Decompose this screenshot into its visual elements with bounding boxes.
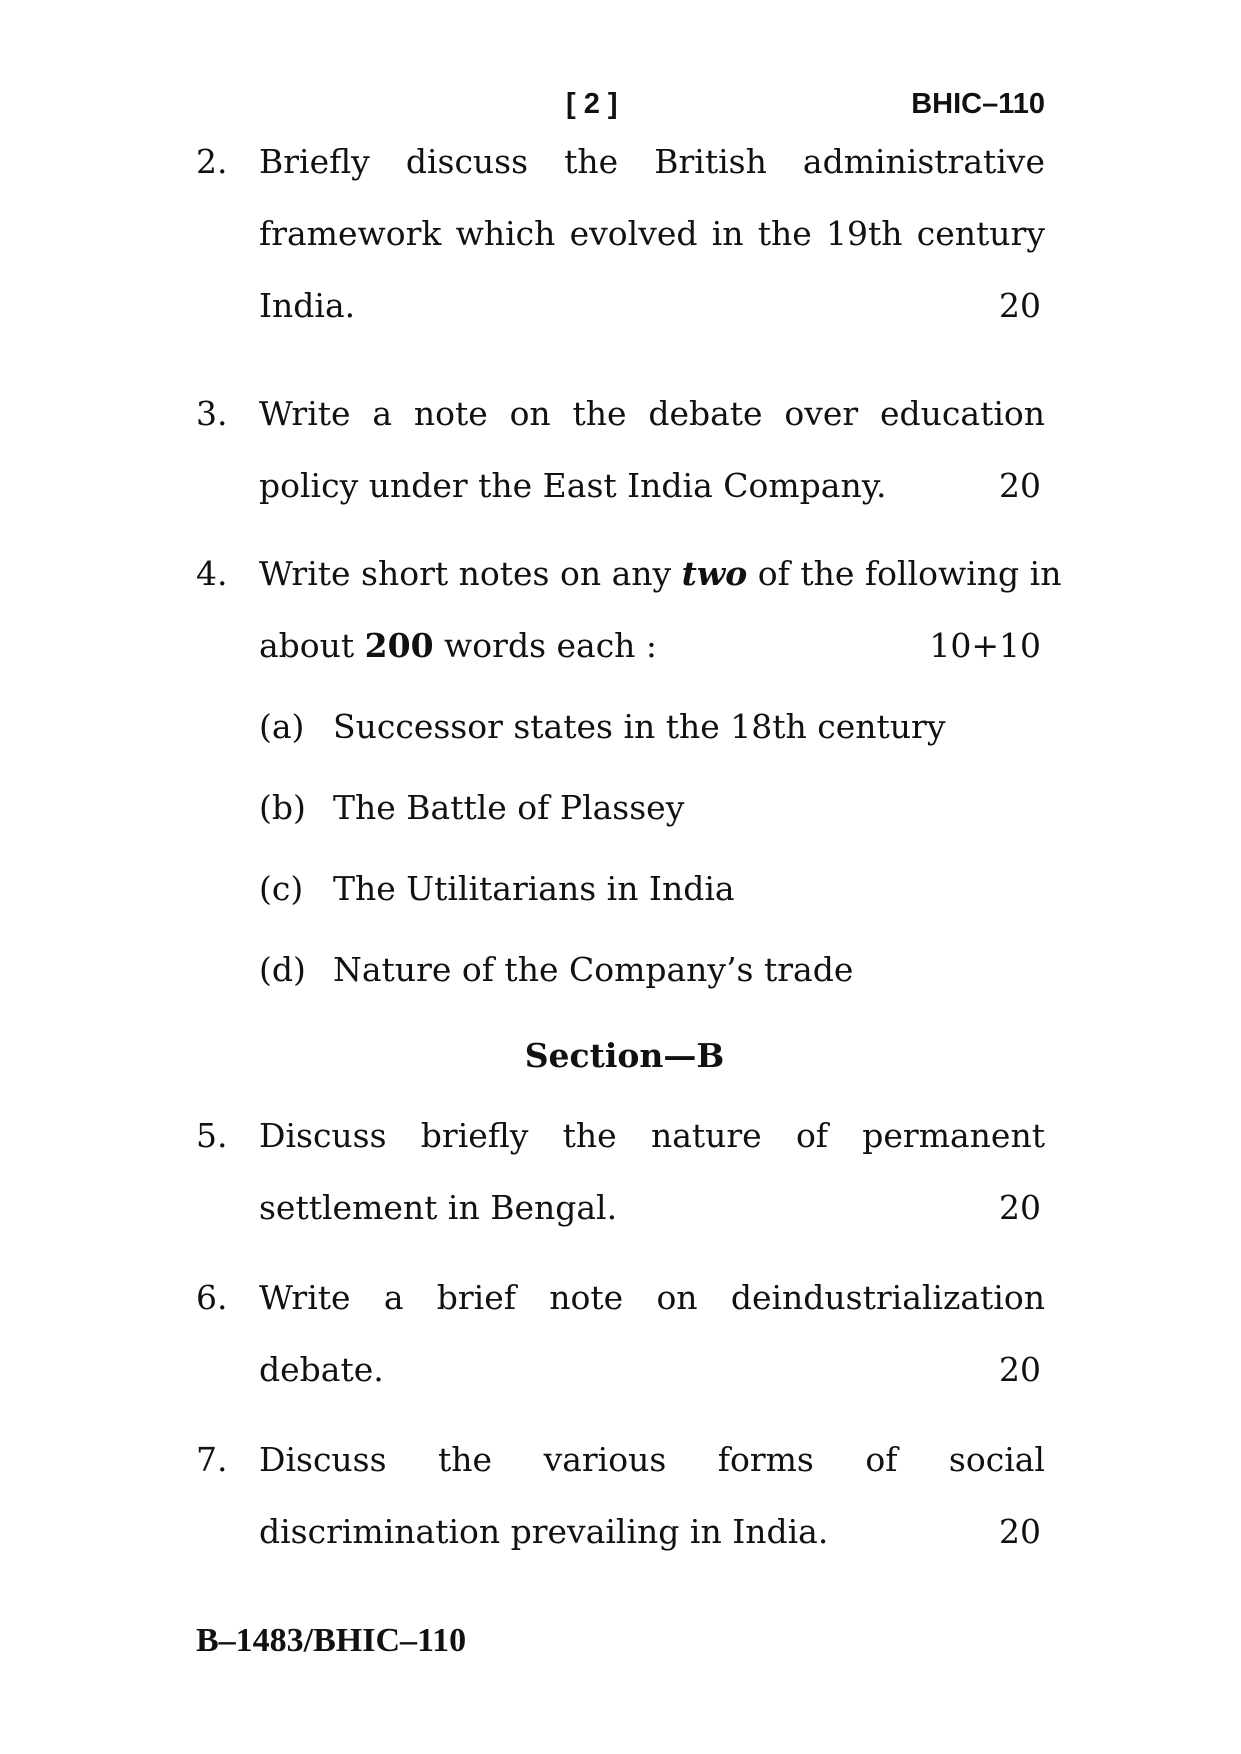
word: note	[549, 1278, 624, 1317]
word: which	[455, 214, 556, 253]
question-text: of the following in	[747, 554, 1062, 593]
question-line	[259, 1334, 1045, 1406]
subpart-label: (c)	[259, 869, 304, 908]
word: Discuss	[259, 1116, 387, 1155]
word: social	[948, 1440, 1045, 1479]
footer-code: B–1483/BHIC–110	[196, 1622, 467, 1659]
question-text: settlement in Bengal.	[259, 1188, 618, 1227]
marks: 20	[999, 1188, 1041, 1227]
question-line	[259, 610, 1045, 682]
word: discuss	[405, 142, 529, 181]
question-text: words each :	[433, 626, 658, 665]
word: a	[372, 394, 393, 433]
subpart-item	[259, 767, 945, 848]
subpart-item	[259, 686, 945, 767]
question-number: 4.	[196, 554, 228, 593]
subpart-text: The Utilitarians in India	[333, 869, 735, 908]
question-2	[196, 126, 1045, 342]
question-5	[196, 1100, 1045, 1244]
question-number: 2.	[196, 142, 228, 181]
section-title: Section—B	[524, 1036, 725, 1075]
word: of	[865, 1440, 898, 1479]
question-line	[259, 198, 1045, 270]
question-number: 5.	[196, 1116, 228, 1155]
subpart-item	[259, 848, 945, 929]
subpart-text: Successor states in the 18th century	[333, 707, 946, 746]
word: debate	[648, 394, 763, 433]
question-number: 6.	[196, 1278, 228, 1317]
word: evolved	[569, 214, 698, 253]
question-line	[259, 378, 1045, 450]
subpart-label: (a)	[259, 707, 305, 746]
subpart-item	[259, 929, 945, 1010]
word: permanent	[862, 1116, 1045, 1155]
question-3	[196, 378, 1045, 522]
word: note	[413, 394, 488, 433]
page-number: [ 2 ]	[566, 88, 618, 120]
word: nature	[650, 1116, 762, 1155]
word: the	[572, 394, 627, 433]
question-7	[196, 1424, 1045, 1568]
word: administrative	[802, 142, 1045, 181]
marks: 20	[999, 1512, 1041, 1551]
word: briefly	[420, 1116, 529, 1155]
word: over	[784, 394, 859, 433]
question-text: about	[259, 626, 365, 665]
question-text: Write short notes on any	[259, 554, 682, 593]
marks: 20	[999, 466, 1041, 505]
word: of	[795, 1116, 829, 1155]
question-line	[259, 1262, 1045, 1334]
course-code: BHIC–110	[911, 88, 1045, 120]
question-line	[259, 538, 1062, 610]
emphasis-text: two	[681, 554, 748, 593]
question-line	[259, 1100, 1045, 1172]
word: the	[564, 142, 619, 181]
word: the	[438, 1440, 493, 1479]
question-text: discrimination prevailing in India.	[259, 1512, 829, 1551]
word: deindustrialization	[730, 1278, 1045, 1317]
word: education	[880, 394, 1045, 433]
question-text: policy under the East India Company.	[259, 466, 887, 505]
subpart-list	[259, 686, 945, 1010]
word: Write	[259, 1278, 351, 1317]
marks: 10+10	[929, 626, 1041, 665]
subpart-text: The Battle of Plassey	[333, 788, 685, 827]
word: brief	[436, 1278, 516, 1317]
question-text: debate.	[259, 1350, 384, 1389]
subpart-label: (b)	[259, 788, 306, 827]
subpart-text: Nature of the Company’s trade	[333, 950, 854, 989]
word: the	[562, 1116, 617, 1155]
word: 19th	[826, 214, 903, 253]
question-line	[259, 450, 1045, 522]
word: various	[543, 1440, 667, 1479]
word: the	[757, 214, 812, 253]
subpart-label: (d)	[259, 950, 306, 989]
question-line	[259, 126, 1045, 198]
question-6	[196, 1262, 1045, 1406]
word: in	[711, 214, 744, 253]
question-number: 3.	[196, 394, 228, 433]
word: on	[656, 1278, 698, 1317]
word: Briefly	[259, 142, 370, 181]
word: framework	[259, 214, 442, 253]
marks: 20	[999, 286, 1041, 325]
question-number: 7.	[196, 1440, 228, 1479]
word: a	[383, 1278, 404, 1317]
word: forms	[717, 1440, 814, 1479]
question-4	[196, 538, 1062, 682]
marks: 20	[999, 1350, 1041, 1389]
question-line	[259, 1424, 1045, 1496]
word: on	[509, 394, 551, 433]
question-line	[259, 1172, 1045, 1244]
word: Write	[259, 394, 351, 433]
word: Discuss	[259, 1440, 387, 1479]
question-text: India.	[259, 286, 356, 325]
word: British	[654, 142, 767, 181]
bold-text: 200	[364, 626, 434, 665]
word: century	[916, 214, 1045, 253]
question-line	[259, 270, 1045, 342]
question-line	[259, 1496, 1045, 1568]
